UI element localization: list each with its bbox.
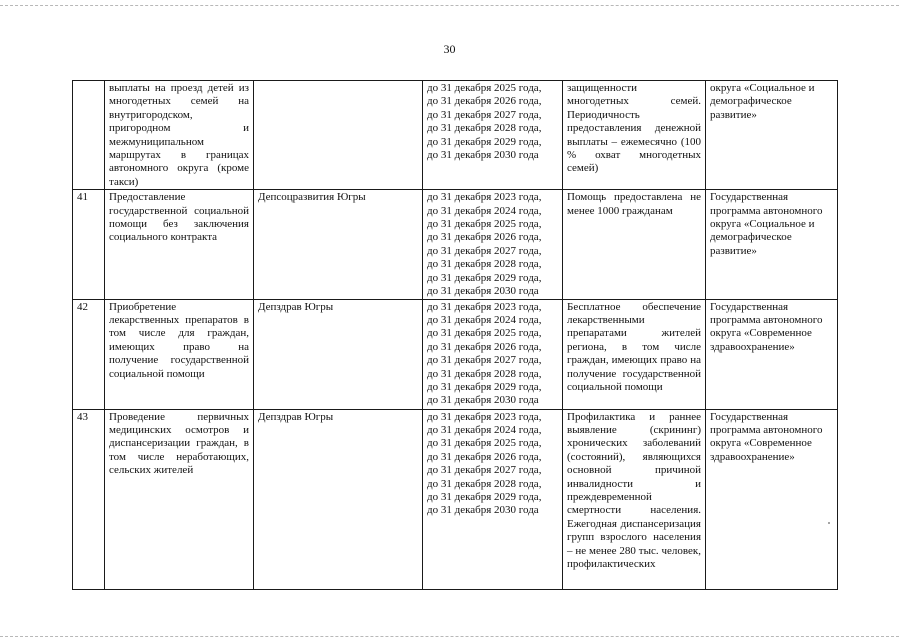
deadline-line: до 31 декабря 2024 года, [427,423,542,436]
deadline-line: до 31 декабря 2028 года, [427,477,542,490]
deadline-line: до 31 декабря 2024 года, [427,204,542,217]
measure-name: Предоставление государственной социальной помощи без заключения социального контракта [105,190,254,299]
expected-result: Профилактика и раннее выявление (скрининг) хронических заболеваний (состояний), являющихся основной причиной инвалидности и преждевременной смертности населения. Ежегодная диспансеризация групп взрослого населения – не менее 280 тыс. человек, профилактических [563,409,706,589]
measures-table [72,80,838,590]
table-row [73,190,838,299]
deadline-line: до 31 декабря 2028 года, [427,258,542,271]
table-row [73,81,838,190]
deadline-line: до 31 декабря 2023 года, [427,191,542,204]
deadline-line: до 31 декабря 2029 года, [427,380,542,393]
row-number: 42 [73,299,105,409]
row-number: 43 [73,409,105,589]
deadlines [423,409,563,589]
deadlines [423,81,563,190]
state-program: округа «Социальное и демографическое развитие» [706,81,838,190]
row-number [73,81,105,190]
deadline-line: до 31 декабря 2028 года, [427,367,542,380]
responsible-executor: Депздрав Югры [254,409,423,589]
table-row [73,409,838,589]
measure-name: выплаты на проезд детей из многодетных семей на внутригородском, пригородном и межмуниципальном маршрутах в границах автономного округа (кроме такси) [105,81,254,190]
state-program: Государственная программа автономного округа «Современное здравоохранение» [706,299,838,409]
measure-name: Проведение первичных медицинских осмотров и диспансеризации граждан, в том числе неработающих, сельских жителей [105,409,254,589]
deadline-line: до 31 декабря 2029 года, [427,490,542,503]
state-program: Государственная программа автономного округа «Социальное и демографическое развитие» [706,190,838,299]
deadline-line: до 31 декабря 2029 года, [427,135,542,148]
deadline-line: до 31 декабря 2023 года, [427,410,542,423]
deadline-line: до 31 декабря 2024 года, [427,313,542,326]
responsible-executor [254,81,423,190]
deadline-line: до 31 декабря 2026 года, [427,450,542,463]
deadline-line: до 31 декабря 2030 года [427,394,539,407]
measure-name: Приобретение лекарственных препаратов в том числе для граждан, имеющих право на получение государственной социальной помощи [105,299,254,409]
deadline-line: до 31 декабря 2025 года, [427,327,542,340]
deadline-line: до 31 декабря 2028 года, [427,122,542,135]
deadline-line: до 31 декабря 2026 года, [427,95,542,108]
deadline-line: до 31 декабря 2030 года [427,149,539,162]
expected-result: Бесплатное обеспечение лекарственными препаратами жителей региона, в том числе граждан, имеющих право на получение государственной социальной помощи [563,299,706,409]
deadline-line: до 31 декабря 2027 года, [427,244,542,257]
deadline-line: до 31 декабря 2027 года, [427,354,542,367]
state-program: Государственная программа автономного округа «Современное здравоохранение» [706,409,838,589]
expected-result: защищенности многодетных семей. Периодичность предоставления денежной выплаты – ежемесячно (100 % охват многодетных семей) [563,81,706,190]
deadline-line: до 31 декабря 2030 года [427,504,539,517]
scan-speck [828,522,830,524]
deadlines [423,299,563,409]
deadline-line: до 31 декабря 2030 года [427,285,539,298]
table-row [73,299,838,409]
responsible-executor: Депздрав Югры [254,299,423,409]
expected-result: Помощь предоставлена не менее 1000 гражданам [563,190,706,299]
deadline-line: до 31 декабря 2026 года, [427,340,542,353]
responsible-executor: Депсоцразвития Югры [254,190,423,299]
deadlines [423,190,563,299]
deadline-line: до 31 декабря 2025 года, [427,218,542,231]
deadline-line: до 31 декабря 2023 года, [427,300,542,313]
deadline-line: до 31 декабря 2027 года, [427,108,542,121]
deadline-line: до 31 декабря 2026 года, [427,231,542,244]
scan-edge-top [0,5,899,7]
deadline-line: до 31 декабря 2027 года, [427,464,542,477]
deadline-line: до 31 декабря 2029 года, [427,271,542,284]
page-number: 30 [443,42,456,56]
scan-edge-bottom [0,636,899,638]
deadline-line: до 31 декабря 2025 года, [427,437,542,450]
row-number: 41 [73,190,105,299]
deadline-line: до 31 декабря 2025 года, [427,82,542,94]
